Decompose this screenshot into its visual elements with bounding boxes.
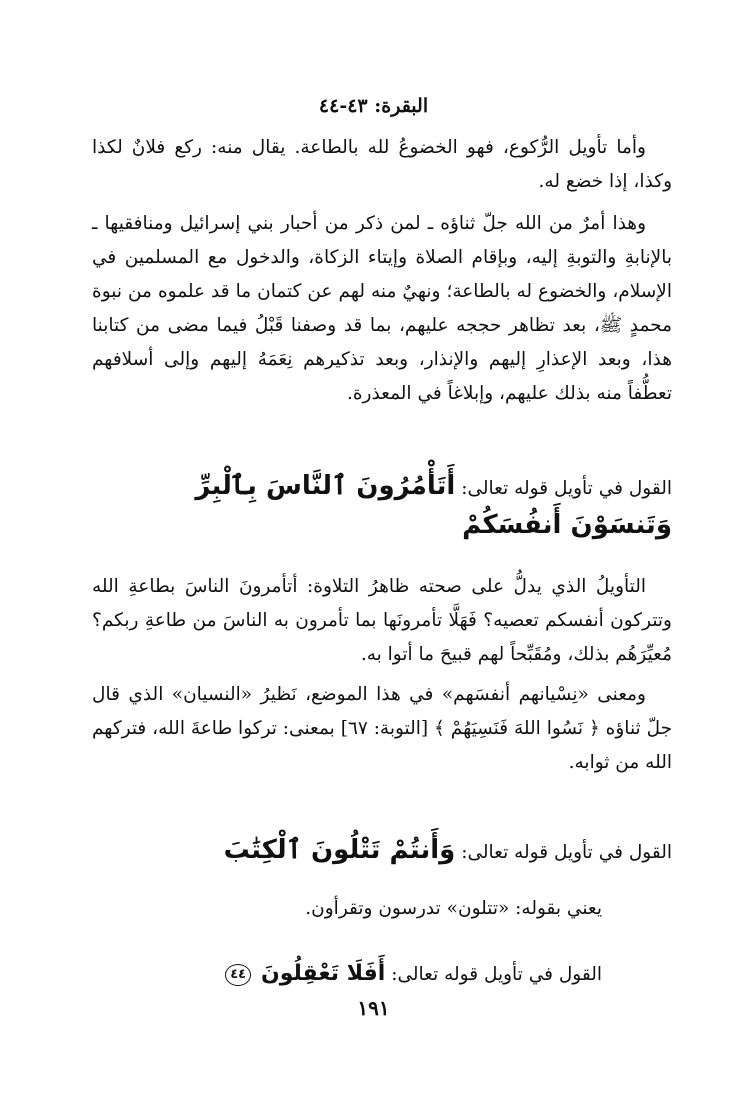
heading-verse-recite-book (92, 832, 672, 871)
running-header: البقرة: ٤٣-٤٤ (318, 95, 429, 117)
ayah-number-marker: ٤٤ (225, 964, 251, 986)
heading-intro: القول في تأويل قوله تعالى: (461, 842, 672, 863)
page-number: ١٩١ (357, 996, 390, 1020)
section-recite-meaning (92, 892, 602, 926)
heading-verse-do-you-not-reason (92, 956, 602, 993)
heading-inner (162, 832, 672, 871)
heading-intro: القول في تأويل قوله تعالى: (391, 964, 602, 985)
paragraph-meaning-of-forgetting: ومعنى «نِسْيانهم أنفسَهم» في هذا الموضع، نَظيرُ «النسيان» الذي قال جلّ ثناؤه ﴿ نَسُوا اللهَ فَنَسِيَهُمْ ﴾ [التوبة: ٦٧] بمعنى: تركوا طاعةَ الله، فتركهم الله من ثوابه. (92, 684, 673, 773)
heading-intro: القول في تأويل قوله تعالى: (461, 478, 672, 499)
quran-verse: أَتَأْمُرُونَ ٱلنَّاسَ بِٱلْبِرِّ وَتَنسَوْنَ أَنفُسَكُمْ (195, 471, 672, 540)
section-forgetting-selves (92, 570, 672, 780)
paragraph-command-to-israelites: وهذا أمرٌ من الله جلّ ثناؤه ـ لمن ذكر من أحبار بني إسرائيل ومنافقيها ـ بالإنابةِ والتوبةِ إليه، وبإقام الصلاة وإيتاء الزكاة، والدخول مع المسلمين في الإسلام، والخضوع له بالطاعة؛ ونهيٌ منه لهم عن كتمان ما قد علموه من نبوة محمدٍ ﷺ، بعد تظاهر حججه عليهم، بما قد وصفنا قَبْلُ فيما مضى من كتابنا هذا، وبعد الإعذارِ إليهم والإنذار، وبعد تذكيرهم نِعَمَهُ إليهم وإلى أسلافهم تعطُّفاً منه بذلك عليهم، وإبلاغاً في المعذرة. (92, 213, 672, 404)
paragraph-interpretation: التأويلُ الذي يدلُّ على صحته ظاهرُ التلاوة: أتأمرونَ الناسَ بطاعةِ الله وتتركون أنفسكم تعصيه؟ فَهَلَّا تأمرونَها بما تأمرون به الناسَ من طاعةِ ربكم؟ مُعيِّرَهُم بذلك، ومُقَبِّحاً لهم قبيحَ ما أتوا به. (92, 576, 672, 665)
quran-verse: وَأَنتُمْ تَتْلُونَ ٱلْكِتَٰبَ (223, 835, 456, 865)
heading-verse-commanding (92, 468, 672, 546)
paragraph-rukoo-meaning: وأما تأويل الرُّكوع، فهو الخضوعُ لله بالطاعة. يقال منه: ركع فلانٌ لكذا وكذا، إذا خضع له. (92, 137, 672, 192)
paragraph-recite-meaning: يعني بقوله: «تتلون» تدرسون وتقرأون. (305, 898, 602, 919)
quran-verse: أَفَلَا تَعْقِلُونَ (260, 961, 386, 986)
section-rukoo-explanation (92, 131, 672, 411)
